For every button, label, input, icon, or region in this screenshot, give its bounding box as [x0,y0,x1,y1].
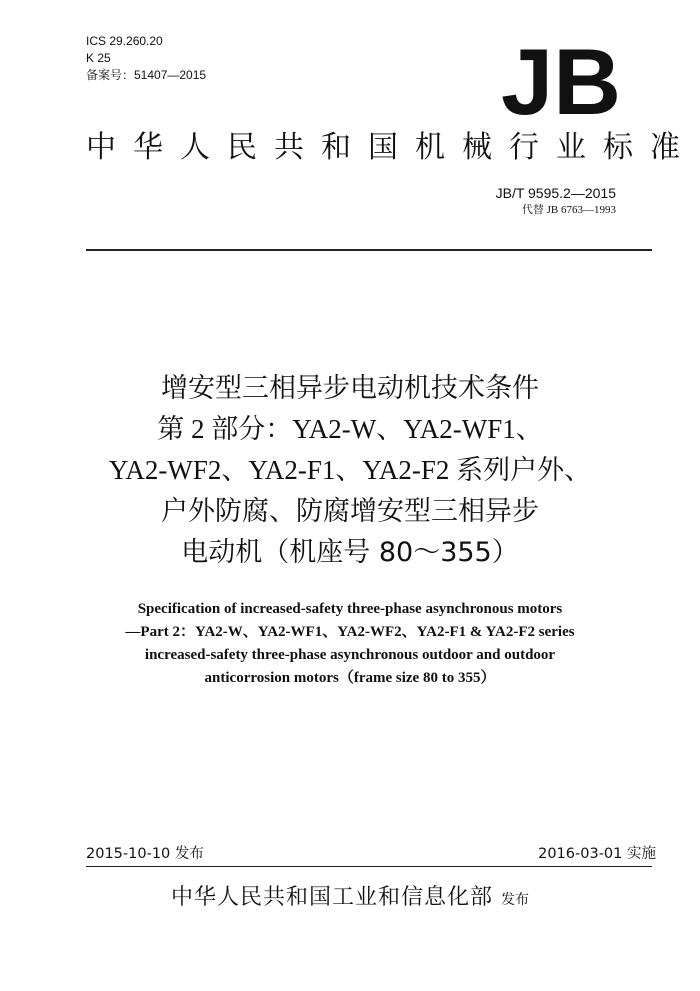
standard-number: JB/T 9595.2—2015 [495,185,616,201]
class-code: K 25 [86,51,111,65]
filing-number: 备案号：51407—2015 [86,68,207,82]
english-title-line: —Part 2：YA2-W、YA2-WF1、YA2-WF2、YA2-F1 & YA2-F2 series [125,624,575,640]
issue-date: 2015-10-10 发布 [86,846,204,862]
jb-logo [499,40,623,118]
meta-block [86,33,206,84]
english-title-line: increased-safety three-phase asynchronous outdoor and outdoor [144,647,556,663]
chinese-title-line: 增安型三相异步电动机技术条件 [161,373,539,404]
english-title-line: Specification of increased-safety three-phase asynchronous motors [137,601,563,617]
standard-number-block [496,184,616,218]
org-title: 中华人民共和国机械行业标准 [86,130,697,165]
english-title [60,598,640,690]
top-divider [86,249,652,251]
chinese-title-line: YA2-WF2、YA2-F1、YA2-F2 系列户外、 [108,455,592,485]
english-title-line: anticorrosion motors（frame size 80 to 355） [204,670,496,686]
implement-date: 2016-03-01 实施 [538,846,656,862]
publisher-action: 发布 [501,892,529,908]
chinese-title [50,368,650,573]
publisher-org: 中华人民共和国工业和信息化部 [170,885,493,910]
jb-logo-text: JB [501,40,621,118]
bottom-divider [86,866,652,867]
chinese-title-line: 电动机（机座号 80～355） [181,537,519,568]
chinese-title-line: 第 2 部分：YA2-W、YA2-WF1、 [157,414,543,444]
replaces-note: 代替 JB 6763—1993 [521,204,616,216]
chinese-title-line: 户外防腐、防腐增安型三相异步 [161,496,539,527]
ics-code: ICS 29.260.20 [86,34,163,48]
publisher [0,880,700,911]
